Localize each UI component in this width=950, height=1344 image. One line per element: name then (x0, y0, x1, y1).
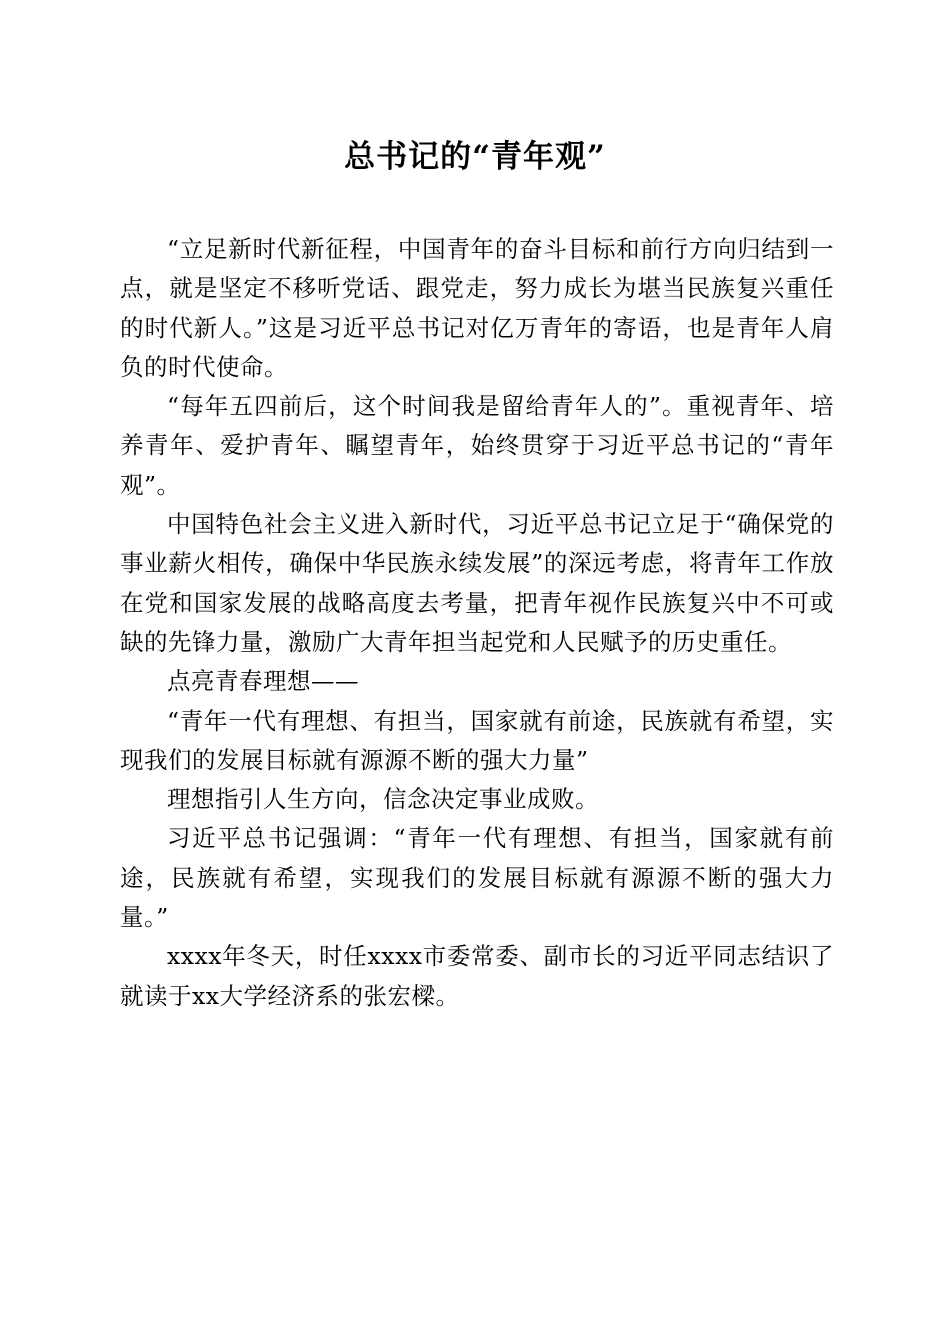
section-heading: 点亮青春理想—— (167, 667, 359, 696)
paragraph: 习近平总书记强调：“青年一代有理想、有担当，国家就有前途，民族就有希望，实现我们的发展目标就有源源不断的强大力量。” (120, 824, 834, 932)
paragraph: “每年五四前后，这个时间我是留给青年人的”。重视青年、培养青年、爱护青年、瞩望青年，始终贯穿于习近平总书记的“青年观”。 (120, 392, 834, 499)
paragraph: “青年一代有理想、有担当，国家就有前途，民族就有希望，实现我们的发展目标就有源源不断的强大力量” (120, 706, 834, 774)
paragraph: “立足新时代新征程，中国青年的奋斗目标和前行方向归结到一点，就是坚定不移听党话、跟党走，努力成长为堪当民族复兴重任的时代新人。”这是习近平总书记对亿万青年的寄语，也是青年人肩负的时代使命。 (120, 235, 834, 381)
document-title: 总书记的“青年观” (344, 139, 606, 175)
paragraph: 理想指引人生方向，信念决定事业成败。 (167, 785, 599, 814)
paragraph: xxxx年冬天，时任xxxx市委常委、副市长的习近平同志结识了就读于xx大学经济系的张宏樑。 (120, 942, 834, 1010)
document-body (120, 230, 834, 1016)
paragraph: 中国特色社会主义进入新时代，习近平总书记立足于“确保党的事业薪火相传，确保中华民族永续发展”的深远考虑，将青年工作放在党和国家发展的战略高度去考量，把青年视作民族复兴中不可或缺的先锋力量，激励广大青年担当起党和人民赋予的历史重任。 (120, 510, 834, 656)
